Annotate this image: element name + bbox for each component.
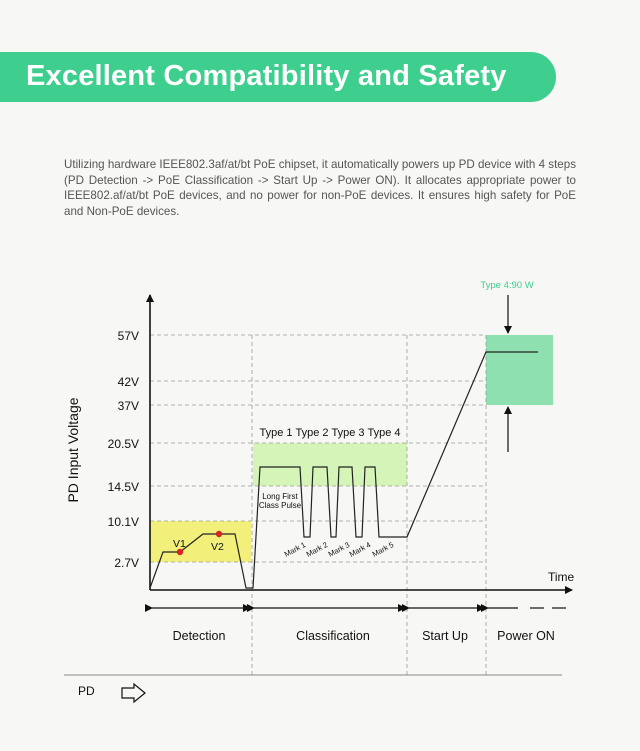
y-tick-42v: 42V — [117, 375, 139, 389]
y-axis-label: PD Input Voltage — [65, 397, 81, 503]
phase-start-up: Start Up — [422, 629, 468, 643]
v2-marker — [216, 531, 222, 537]
v2-label: V2 — [211, 541, 224, 553]
mark-4: Mark 4 — [347, 540, 373, 559]
description-text: Utilizing hardware IEEE802.3af/at/bt PoE chipset, it automatically powers up PD device with 4 steps (PD Detection -> PoE Classification -> Start Up -> Power ON). It allocates appropriate power to IEEE802.af/at/bt PoE devices, and no power for non-PoE devices. It ensures high safety for PoE and Non-PoE devices. — [64, 158, 576, 218]
classification-region — [253, 443, 407, 486]
y-tick-20v5: 20.5V — [107, 437, 139, 451]
gridlines — [150, 335, 486, 675]
class-type-2: Type 2 — [295, 427, 329, 439]
x-axis-label: Time — [548, 570, 575, 584]
page-title: Excellent Compatibility and Safety — [26, 60, 507, 92]
detection-region — [150, 521, 251, 562]
class-type-4: Type 4 — [367, 427, 401, 439]
class-type-1: Type 1 — [259, 427, 293, 439]
long-pulse-label-1: Long First — [262, 492, 298, 501]
y-tick-37v: 37V — [117, 399, 139, 413]
right-arrow-icon — [122, 684, 145, 702]
mark-3: Mark 3 — [326, 540, 352, 559]
phase-detection: Detection — [172, 629, 226, 643]
y-tick-57v: 57V — [117, 329, 139, 343]
y-tick-10v1: 10.1V — [107, 515, 139, 529]
long-pulse-label-2: Class Pulse — [258, 501, 302, 510]
y-tick-2v7: 2.7V — [114, 556, 139, 570]
phase-classification: Classification — [296, 629, 370, 643]
mark-5: Mark 5 — [370, 540, 396, 559]
power-on-region — [486, 335, 553, 405]
y-tick-14v5: 14.5V — [107, 480, 139, 494]
type4-annotation: Type 4:90 W — [480, 280, 534, 291]
mark-1: Mark 1 — [282, 540, 308, 559]
class-type-3: Type 3 — [331, 427, 365, 439]
phase-power-on: Power ON — [497, 629, 555, 643]
pd-label: PD — [78, 684, 95, 698]
v1-label: V1 — [173, 538, 186, 550]
mark-2: Mark 2 — [304, 540, 330, 559]
